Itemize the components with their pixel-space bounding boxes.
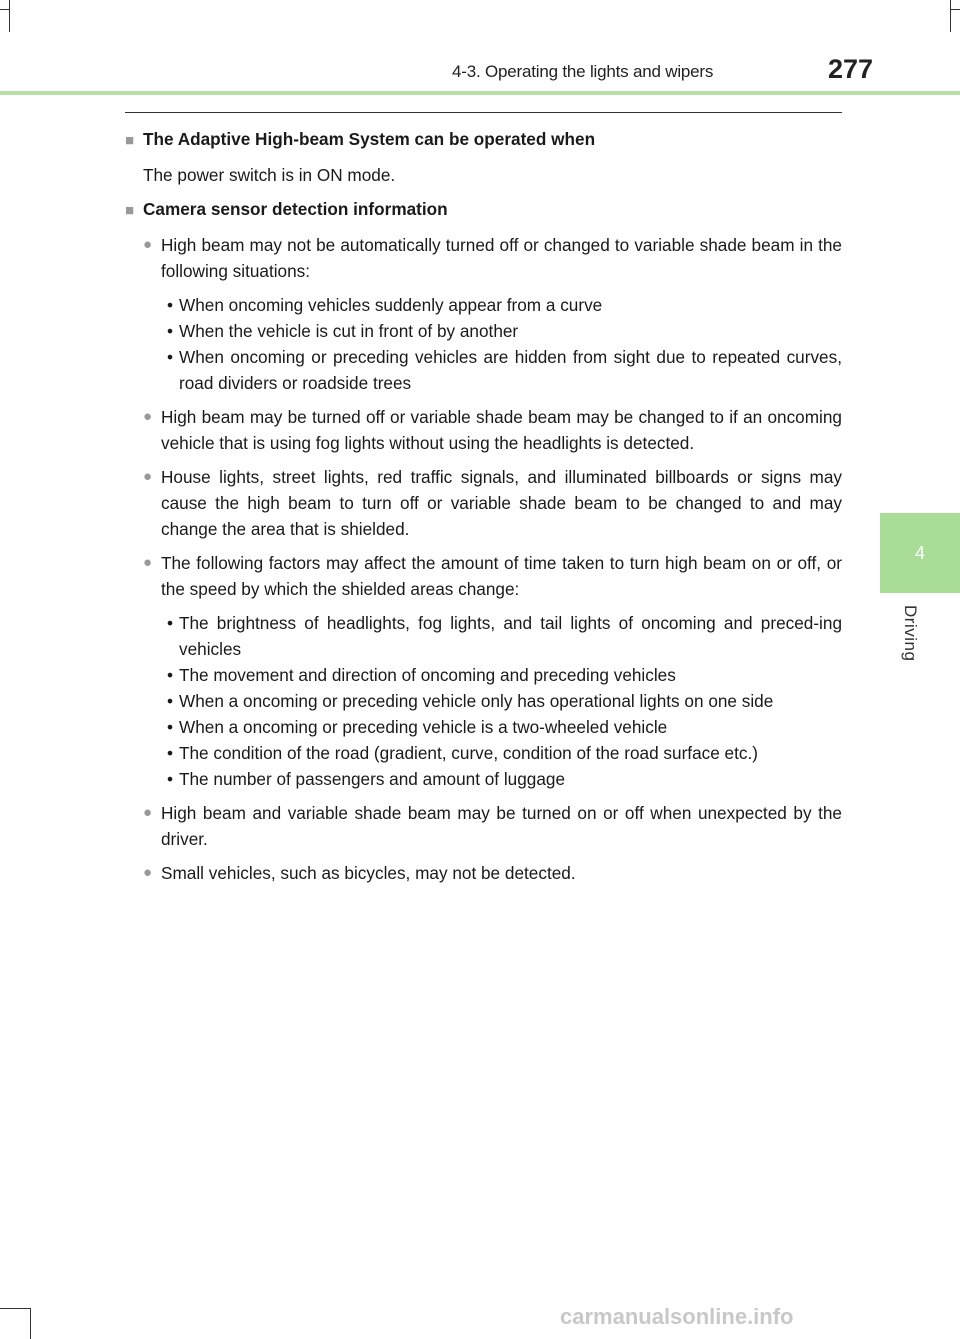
- chapter-label: Driving: [901, 605, 920, 662]
- item-text: House lights, street lights, red traffic signals, and illuminated billboards or signs may cause the high beam to turn off or variable shade beam to be changed to and may change the area that is shielded.: [161, 467, 842, 539]
- crop-mark: [950, 0, 951, 32]
- sub-list: [161, 292, 842, 396]
- page-number: 277: [828, 54, 874, 84]
- sub-item: • The brightness of headlights, fog lights, and tail lights of oncoming and preced-ing vehicles: [161, 610, 842, 662]
- circle-bullet-icon: ●: [143, 554, 153, 571]
- section-heading: [125, 126, 842, 154]
- page-content: [125, 126, 842, 894]
- dot-bullet-icon: •: [166, 321, 174, 341]
- dot-bullet-icon: •: [166, 665, 174, 685]
- sub-item: • When oncoming vehicles suddenly appear from a curve: [161, 292, 842, 318]
- crop-mark: [0, 9, 9, 10]
- heading-text: Camera sensor detection information: [143, 199, 448, 219]
- dot-bullet-icon: •: [166, 743, 174, 763]
- list-item: [125, 404, 842, 456]
- header-rule: [0, 91, 960, 95]
- chapter-number: 4: [914, 542, 925, 563]
- list-item: [125, 800, 842, 852]
- dot-bullet-icon: •: [166, 295, 174, 315]
- content-rule: [125, 112, 842, 113]
- sub-item: • When oncoming or preceding vehicles are hidden from sight due to repeated curves, road dividers or roadside trees: [161, 344, 842, 396]
- list-item: [125, 860, 842, 886]
- crop-mark: [30, 1308, 31, 1339]
- circle-bullet-icon: ●: [143, 236, 153, 253]
- crop-mark: [950, 9, 960, 10]
- sub-list: [161, 610, 842, 792]
- square-bullet-icon: ■: [125, 132, 135, 149]
- sub-item: • The movement and direction of oncoming and preceding vehicles: [161, 662, 842, 688]
- sub-item: • The number of passengers and amount of luggage: [161, 766, 842, 792]
- circle-bullet-icon: ●: [143, 408, 153, 425]
- paragraph: The power switch is in ON mode.: [143, 165, 396, 185]
- list-item: [125, 550, 842, 602]
- sub-item: • The condition of the road (gradient, curve, condition of the road surface etc.): [161, 740, 842, 766]
- crop-mark: [9, 0, 10, 32]
- item-text: High beam may be turned off or variable shade beam may be changed to if an oncoming vehicle that is using fog lights without using the headlights is detected.: [161, 407, 842, 453]
- square-bullet-icon: ■: [125, 202, 135, 219]
- sub-item: • When the vehicle is cut in front of by another: [161, 318, 842, 344]
- dot-bullet-icon: •: [166, 613, 174, 633]
- section-heading: [125, 196, 842, 224]
- heading-text: The Adaptive High-beam System can be operated when: [143, 129, 596, 149]
- circle-bullet-icon: ●: [143, 804, 153, 821]
- dot-bullet-icon: •: [166, 691, 174, 711]
- sub-item: • When a oncoming or preceding vehicle is a two-wheeled vehicle: [161, 714, 842, 740]
- item-text: The following factors may affect the amount of time taken to turn high beam on or off, or the speed by which the shielded areas change:: [161, 553, 842, 599]
- crop-mark: [0, 1308, 30, 1309]
- dot-bullet-icon: •: [166, 769, 174, 789]
- watermark: carmanualsonline.info: [560, 1304, 794, 1329]
- chapter-tab: [880, 513, 960, 593]
- item-text: Small vehicles, such as bicycles, may not be detected.: [161, 863, 576, 883]
- sub-item: • When a oncoming or preceding vehicle only has operational lights on one side: [161, 688, 842, 714]
- list-item: [125, 232, 842, 284]
- dot-bullet-icon: •: [166, 347, 174, 367]
- list-item: [125, 464, 842, 542]
- section-title: 4-3. Operating the lights and wipers: [452, 62, 714, 81]
- item-text: High beam and variable shade beam may be turned on or off when unexpected by the driver.: [161, 803, 842, 849]
- circle-bullet-icon: ●: [143, 864, 153, 881]
- dot-bullet-icon: •: [166, 717, 174, 737]
- item-text: High beam may not be automatically turned off or changed to variable shade beam in the following situations:: [161, 235, 842, 281]
- circle-bullet-icon: ●: [143, 468, 153, 485]
